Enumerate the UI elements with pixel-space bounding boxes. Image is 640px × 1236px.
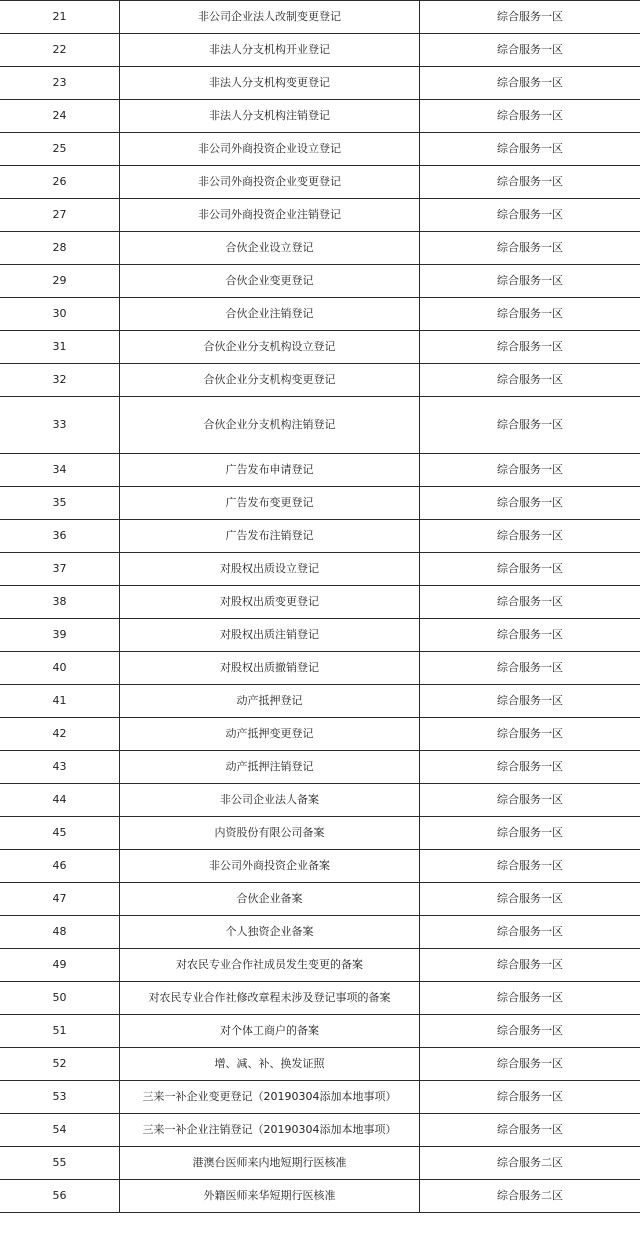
table-row <box>0 454 640 487</box>
service-area: 综合服务一区 <box>497 660 563 674</box>
table-row <box>0 1015 640 1048</box>
service-item-name: 非公司外商投资企业备案 <box>120 850 420 882</box>
service-area: 综合服务一区 <box>497 306 563 320</box>
service-item-name: 广告发布变更登记 <box>120 487 420 519</box>
service-area: 综合服务一区 <box>497 891 563 905</box>
table-row <box>0 685 640 718</box>
table-row <box>0 916 640 949</box>
row-number: 45 <box>0 817 120 849</box>
service-item-name: 合伙企业分支机构注销登记 <box>120 397 420 453</box>
table-row <box>0 883 640 916</box>
service-area: 综合服务一区 <box>497 75 563 89</box>
service-area: 综合服务一区 <box>497 42 563 56</box>
table-row <box>0 265 640 298</box>
table-row <box>0 982 640 1015</box>
table-row <box>0 652 640 685</box>
service-item-name: 增、减、补、换发证照 <box>120 1048 420 1080</box>
table-row <box>0 1 640 34</box>
service-item-name: 内资股份有限公司备案 <box>120 817 420 849</box>
row-number: 42 <box>0 718 120 750</box>
row-number: 33 <box>0 397 120 453</box>
table-row <box>0 1081 640 1114</box>
table-row <box>0 133 640 166</box>
table-row <box>0 34 640 67</box>
table-row <box>0 718 640 751</box>
service-item-name: 非公司企业法人备案 <box>120 784 420 816</box>
service-item-name: 非法人分支机构注销登记 <box>120 100 420 132</box>
service-area: 综合服务一区 <box>497 924 563 938</box>
row-number: 46 <box>0 850 120 882</box>
service-item-name: 动产抵押登记 <box>120 685 420 717</box>
table-row <box>0 487 640 520</box>
service-area: 综合服务一区 <box>497 957 563 971</box>
service-item-name: 三来一补企业变更登记（20190304添加本地事项） <box>120 1081 420 1113</box>
row-number: 35 <box>0 487 120 519</box>
service-area: 综合服务二区 <box>497 1188 563 1202</box>
service-area: 综合服务一区 <box>497 561 563 575</box>
service-area: 综合服务一区 <box>497 108 563 122</box>
service-item-name: 非公司外商投资企业变更登记 <box>120 166 420 198</box>
service-item-name: 对股权出质变更登记 <box>120 586 420 618</box>
row-number: 38 <box>0 586 120 618</box>
service-item-name: 合伙企业备案 <box>120 883 420 915</box>
table-row <box>0 784 640 817</box>
service-item-name: 港澳台医师来内地短期行医核准 <box>120 1147 420 1179</box>
table-row <box>0 553 640 586</box>
service-area: 综合服务一区 <box>497 339 563 353</box>
service-area: 综合服务一区 <box>497 174 563 188</box>
service-area: 综合服务一区 <box>497 9 563 23</box>
service-item-name: 对农民专业合作社修改章程未涉及登记事项的备案 <box>120 982 420 1014</box>
service-area: 综合服务一区 <box>497 240 563 254</box>
service-item-name: 合伙企业分支机构变更登记 <box>120 364 420 396</box>
service-item-name: 非法人分支机构变更登记 <box>120 67 420 99</box>
table-row <box>0 751 640 784</box>
table-row <box>0 949 640 982</box>
service-area: 综合服务一区 <box>497 462 563 476</box>
row-number: 36 <box>0 520 120 552</box>
row-number: 23 <box>0 67 120 99</box>
row-number: 37 <box>0 553 120 585</box>
service-item-name: 非法人分支机构开业登记 <box>120 34 420 66</box>
row-number: 50 <box>0 982 120 1014</box>
service-area: 综合服务一区 <box>497 495 563 509</box>
service-item-name: 非公司外商投资企业注销登记 <box>120 199 420 231</box>
service-item-name: 合伙企业变更登记 <box>120 265 420 297</box>
service-item-name: 对个体工商户的备案 <box>120 1015 420 1047</box>
service-area: 综合服务一区 <box>497 759 563 773</box>
row-number: 32 <box>0 364 120 396</box>
table-row <box>0 1048 640 1081</box>
service-item-name: 非公司企业法人改制变更登记 <box>120 1 420 33</box>
service-area: 综合服务一区 <box>497 417 563 431</box>
service-area: 综合服务一区 <box>497 594 563 608</box>
service-area: 综合服务一区 <box>497 1056 563 1070</box>
service-item-name: 对股权出质设立登记 <box>120 553 420 585</box>
service-area: 综合服务一区 <box>497 627 563 641</box>
row-number: 30 <box>0 298 120 330</box>
row-number: 39 <box>0 619 120 651</box>
row-number: 40 <box>0 652 120 684</box>
row-number: 51 <box>0 1015 120 1047</box>
table-row <box>0 232 640 265</box>
row-number: 31 <box>0 331 120 363</box>
service-item-name: 对股权出质撤销登记 <box>120 652 420 684</box>
table-row <box>0 586 640 619</box>
table-row <box>0 850 640 883</box>
row-number: 49 <box>0 949 120 981</box>
row-number: 55 <box>0 1147 120 1179</box>
service-area: 综合服务一区 <box>497 528 563 542</box>
row-number: 43 <box>0 751 120 783</box>
service-item-name: 广告发布注销登记 <box>120 520 420 552</box>
row-number: 24 <box>0 100 120 132</box>
service-item-name: 广告发布申请登记 <box>120 454 420 486</box>
service-area: 综合服务一区 <box>497 372 563 386</box>
table-row <box>0 199 640 232</box>
service-area: 综合服务一区 <box>497 825 563 839</box>
service-area: 综合服务一区 <box>497 792 563 806</box>
service-item-name: 个人独资企业备案 <box>120 916 420 948</box>
service-item-name: 非公司外商投资企业设立登记 <box>120 133 420 165</box>
service-area: 综合服务二区 <box>497 1155 563 1169</box>
row-number: 29 <box>0 265 120 297</box>
service-area: 综合服务一区 <box>497 141 563 155</box>
row-number: 48 <box>0 916 120 948</box>
table-row <box>0 520 640 553</box>
row-number: 44 <box>0 784 120 816</box>
table-row <box>0 298 640 331</box>
table-row <box>0 364 640 397</box>
service-area: 综合服务一区 <box>497 1089 563 1103</box>
service-area: 综合服务一区 <box>497 726 563 740</box>
row-number: 21 <box>0 1 120 33</box>
service-area: 综合服务一区 <box>497 207 563 221</box>
service-item-name: 合伙企业注销登记 <box>120 298 420 330</box>
row-number: 25 <box>0 133 120 165</box>
service-area: 综合服务一区 <box>497 693 563 707</box>
table-row <box>0 817 640 850</box>
service-item-name: 三来一补企业注销登记（20190304添加本地事项） <box>120 1114 420 1146</box>
service-area: 综合服务一区 <box>497 1122 563 1136</box>
service-item-name: 合伙企业分支机构设立登记 <box>120 331 420 363</box>
row-number: 22 <box>0 34 120 66</box>
row-number: 52 <box>0 1048 120 1080</box>
table-row <box>0 1147 640 1180</box>
service-area: 综合服务一区 <box>497 273 563 287</box>
service-area: 综合服务一区 <box>497 990 563 1004</box>
table-row <box>0 100 640 133</box>
row-number: 54 <box>0 1114 120 1146</box>
row-number: 41 <box>0 685 120 717</box>
service-item-name: 动产抵押变更登记 <box>120 718 420 750</box>
row-number: 34 <box>0 454 120 486</box>
row-number: 56 <box>0 1180 120 1212</box>
row-number: 47 <box>0 883 120 915</box>
table-row <box>0 1114 640 1147</box>
table-row <box>0 67 640 100</box>
row-number: 27 <box>0 199 120 231</box>
service-item-name: 合伙企业设立登记 <box>120 232 420 264</box>
table-row <box>0 166 640 199</box>
service-item-name: 对股权出质注销登记 <box>120 619 420 651</box>
table-row <box>0 1180 640 1213</box>
service-item-name: 外籍医师来华短期行医核准 <box>120 1180 420 1212</box>
row-number: 26 <box>0 166 120 198</box>
service-item-name: 对农民专业合作社成员发生变更的备案 <box>120 949 420 981</box>
table-row <box>0 397 640 454</box>
row-number: 28 <box>0 232 120 264</box>
service-item-name: 动产抵押注销登记 <box>120 751 420 783</box>
table-row <box>0 331 640 364</box>
row-number: 53 <box>0 1081 120 1113</box>
service-area: 综合服务一区 <box>497 858 563 872</box>
table-row <box>0 619 640 652</box>
service-area: 综合服务一区 <box>497 1023 563 1037</box>
